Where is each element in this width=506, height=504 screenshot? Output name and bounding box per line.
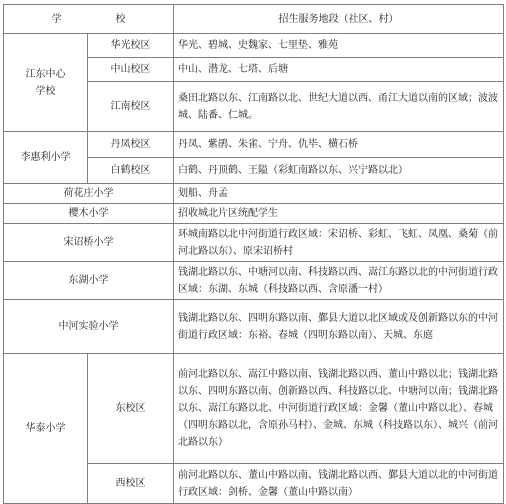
campus-name: 中山校区 — [88, 58, 174, 82]
area-cell: 划船、舟孟 — [174, 184, 504, 204]
school-name-huatai: 华泰小学 — [4, 354, 88, 504]
campus-name: 江南校区 — [88, 82, 174, 132]
area-cell: 前河北路以东、嵩江中路以南、钱湖北路以西、董山中路以北；钱湖北路以东、四明东路以南、创新路以西、科技路以北、中塘河以南；钱湖北路以东、嵩江东路以北、中河街道行政区域：金馨（董山中路以北）、春城（四明东路以北，含原孙马村）、金城、东城（科技路以东）、城兴（前河北路以东） — [174, 354, 504, 464]
campus-name: 西校区 — [88, 464, 174, 504]
table-row — [4, 224, 504, 262]
table-row — [4, 184, 504, 204]
table-row — [4, 262, 504, 300]
area-cell: 丹凤、紫鹃、朱雀、宁舟、仇毕、横石桥 — [174, 132, 504, 158]
table-row — [4, 34, 504, 58]
campus-name: 东校区 — [88, 354, 174, 464]
school-name-jiangdong: 江东中心学校 — [4, 34, 88, 132]
area-cell: 钱湖北路以东、四明东路以南、鄞县大道以北区域或及创新路以东的中河街道行政区域：东裕、春城（四明东路以南）、天城、东庭 — [174, 300, 504, 354]
table-row — [4, 300, 504, 354]
area-cell: 前河北路以东、董山中路以南、钱湖北路以西、鄞县大道以北的中河街道行政区域：剑桥、金馨（董山中路以南） — [174, 464, 504, 504]
school-name-hehuazhuang: 荷花庄小学 — [4, 184, 174, 204]
school-name-lihuili: 李惠利小学 — [4, 132, 88, 184]
area-cell: 白鹤、丹顶鹤、王隘（彩虹南路以东、兴宁路以北） — [174, 158, 504, 184]
table-header-row — [4, 5, 504, 34]
area-cell: 华光、碧城、史魏家、七里垫、雅苑 — [174, 34, 504, 58]
enrollment-table — [3, 4, 504, 504]
area-cell: 桑田北路以东、江南路以北、世纪大道以西、甬江大道以南的区域；波波城、陆番、仁城。 — [174, 82, 504, 132]
school-name-yingmu: 樱木小学 — [4, 204, 174, 224]
area-cell: 环城南路以北中河街道行政区域：宋诏桥、彩虹、飞虹、凤凰、桑菊（前河北路以东）、原宋诏桥村 — [174, 224, 504, 262]
school-name-zhonghe: 中河实验小学 — [4, 300, 174, 354]
area-cell: 招收城北片区统配学生 — [174, 204, 504, 224]
table-row — [4, 204, 504, 224]
table-row — [4, 132, 504, 158]
header-school: 学 校 — [4, 5, 174, 34]
table-row — [4, 354, 504, 464]
area-cell: 中山、潜龙、七塔、后塘 — [174, 58, 504, 82]
campus-name: 白鹤校区 — [88, 158, 174, 184]
campus-name: 华光校区 — [88, 34, 174, 58]
school-name-songzhaoqiao: 宋诏桥小学 — [4, 224, 174, 262]
header-area: 招生服务地段（社区、村） — [174, 5, 504, 34]
school-name-donghu: 东湖小学 — [4, 262, 174, 300]
campus-name: 丹凤校区 — [88, 132, 174, 158]
area-cell: 钱湖北路以东、中塘河以南、科技路以西、嵩江东路以北的中河街道行政区域：东湖、东城（科技路以西、含原潘一村） — [174, 262, 504, 300]
